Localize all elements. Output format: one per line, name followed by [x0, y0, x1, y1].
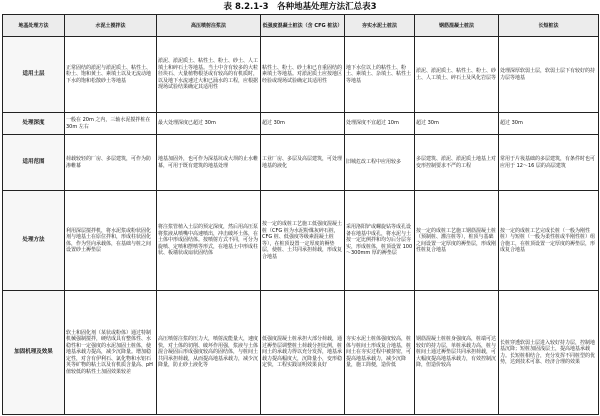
table-cell: 超过 30m	[261, 113, 345, 135]
summary-table	[2, 14, 599, 415]
table-cell: 正常固结的淤泥与淤泥质土、粘性土、粉土、饱和黄土、素填土以及无流动地下水的饱和松散砂土等地基	[65, 37, 157, 113]
header-row	[3, 15, 599, 37]
table-cell: 采用洛阳铲或螺旋钻等成孔设备在地基中成孔，将水泥与土按一定比例拌和均匀后分层夯实，形成桩体，桩顶设置 100～300mm 厚的褥垫层	[345, 191, 415, 291]
table-row	[3, 37, 599, 113]
row-header: 加固机理及效果	[3, 291, 65, 415]
table-cell: 常用于片筏基础的多层建筑，有条件时也可应用于 12～16 层的高层建筑	[499, 135, 599, 191]
header-cell: 长短桩法	[499, 15, 599, 37]
table-cell: 低强度混凝土桩承担大部分荷载，通过褥垫层调整桩土荷载分担比例，桩间土的承载力得以充分发挥，地基承载力提高幅度大，沉降量小，变形稳定快，工程实践证明效果良好	[261, 291, 345, 415]
table-cell: 最大处理深度已超过 30m	[157, 113, 261, 135]
table-cell: 地下水位以上的粘性土、粉土、素填土、杂填土、粘性土等地基	[345, 37, 415, 113]
table-cell: 处理深厚软弱土层，软弱土层下有较好的持力层等地基	[499, 37, 599, 113]
table-cell: 高压喷射注浆的压力大，喷射流能量大，速度快，对土体的切削、破坏作用强，浆液与土体混合凝固后形成强度较高的固结体，与桩间土共同承担荷载，从而提高地基承载力，减少沉降量，防止砂土液化等	[157, 291, 261, 415]
table-cell: 一般在 20m 之内，三轴水泥搅拌桩在 30m 左右	[65, 113, 157, 135]
table-cell: 按一定的成桩工艺施工低强度混凝土桩（CFG 桩为水泥粉煤灰碎石桩，CFG 桩、低强度等级素混凝土桩等），在桩顶设置一定厚度的褥垫层，使桩、土共同承担荷载，形成复合地基	[261, 191, 345, 291]
header-cell: 钢筋混凝土桩法	[415, 15, 499, 37]
header-cell: 地基处理方法	[3, 15, 65, 37]
table-cell: 处理深度不宜超过 10m	[345, 113, 415, 135]
table-cell: 超过 30m	[415, 113, 499, 135]
table-cell: 地基加固外，也可作为深基坑或大坝的止水帷幕，可用于既有建筑的地基处理	[157, 135, 261, 191]
table-cell: 软土和固化剂（某状或粉体）通过特制机械强制搅拌，硬结成具有整体性、水稳性和一定强度的水泥加固土桩体，使地基承载力提高，减少沉降量。增加稳定性，对含有伊利石、氯化物和水铝石英等矿物的粘土以及有机质含量高、pH 值较低的粘性土加固效果较差	[65, 291, 157, 415]
header-cell: 水泥土搅拌法	[65, 15, 157, 37]
table-row	[3, 113, 599, 135]
row-header: 适用土层	[3, 37, 65, 113]
header-cell: 高压喷射注浆法	[157, 15, 261, 37]
table-cell: 粘性土、粉土、砂土和已自重固结的素填土等地基。对淤泥质土应按地区经验或现场试验确定其适用性	[261, 37, 345, 113]
table-title: 表 8.2.1-3 各种地基处理方法汇总表3	[223, 2, 377, 12]
header-cell: 低强度混凝土桩法（含 CFG 桩法）	[261, 15, 345, 37]
row-header: 适用范围	[3, 135, 65, 191]
table-row	[3, 135, 599, 191]
table-cell: 将注浆管植入土层的预定深度，然后用高压泵将浆液从喷嘴中高速喷出，冲击破坏土体，在土体中形成固结体。按喷射方式不同，可分为旋喷、定喷和摆喷等形式，在地基土中形成柱状、板墙状或扇状固结体	[157, 191, 261, 291]
table-cell: 利用深层搅拌机，将水泥浆或粉状固化剂与地基土在原位拌和，形成柱状固化体，作为竖向承载体，在基础与桩之间设置砂土褥垫层	[65, 191, 157, 291]
table-row	[3, 191, 599, 291]
table-row	[3, 291, 599, 415]
table-cell: 多层建筑、淤泥、淤泥质土地基上对变形控制要求不严的工程	[415, 135, 499, 191]
table-cell: 长桩穿透软弱土层进入较好持力层，控制地基沉降；短桩加固浅层土，提高地基承载力。长短桩相结合，充分发挥不同桩型的优势，达到技术可靠、经济合理的效果	[499, 291, 599, 415]
row-header: 处理深度	[3, 113, 65, 135]
table-cell: 按一定的成桩工艺施工钢筋混凝土桩（预制桩、灌注桩等），桩顶与基础之间设置一定厚度的褥垫层，形成刚性桩复合地基	[415, 191, 499, 291]
table-cell: 工业厂房、多层及高层建筑，可处理地基的液化	[261, 135, 345, 191]
table-cell: 钢筋混凝土桩桩身强度高，桩端可达较好的持力层，单桩承载力高，桩与桩间土通过褥垫层共同承担荷载，可大幅度提高地基承载力，有效控制沉降，但造价较高	[415, 291, 499, 415]
table-cell: 按一定的成桩工艺完成长桩（一般为刚性桩）与短桩（一般为柔性桩或半刚性桩）组合施工，在桩顶设置一定厚度的褥垫层，形成复合地基	[499, 191, 599, 291]
table-cell: 超过 30m	[499, 113, 599, 135]
header-cell: 夯实水泥土桩法	[345, 15, 415, 37]
table-cell: 淤泥、淤泥质土、粘性土、粉土、砂土、人工填土和碎石土等地基。当土中含有较多的大粒径块石、大量植物根茎或有较高的有机质时，以及地下水流速过大和已涌水的工程，应根据现场试验结果确定其适用性	[157, 37, 261, 113]
table-cell: 淤泥、淤泥质土、粘性土、粉土、砂土、人工填土、碎石土及风化岩层等	[415, 37, 499, 113]
table-cell: 旧城危改工程中应用较多	[345, 135, 415, 191]
row-header: 处理方法	[3, 191, 65, 291]
table-cell: 夯实水泥土桩体强度较高，桩体与桩间土形成复合地基，桩间土在夯实过程中被挤密，可提高地基承载力，减少沉降量，施工简便，造价低	[345, 291, 415, 415]
table-cell: 荷载较轻的厂房、多层建筑，可作为防渗帷幕	[65, 135, 157, 191]
